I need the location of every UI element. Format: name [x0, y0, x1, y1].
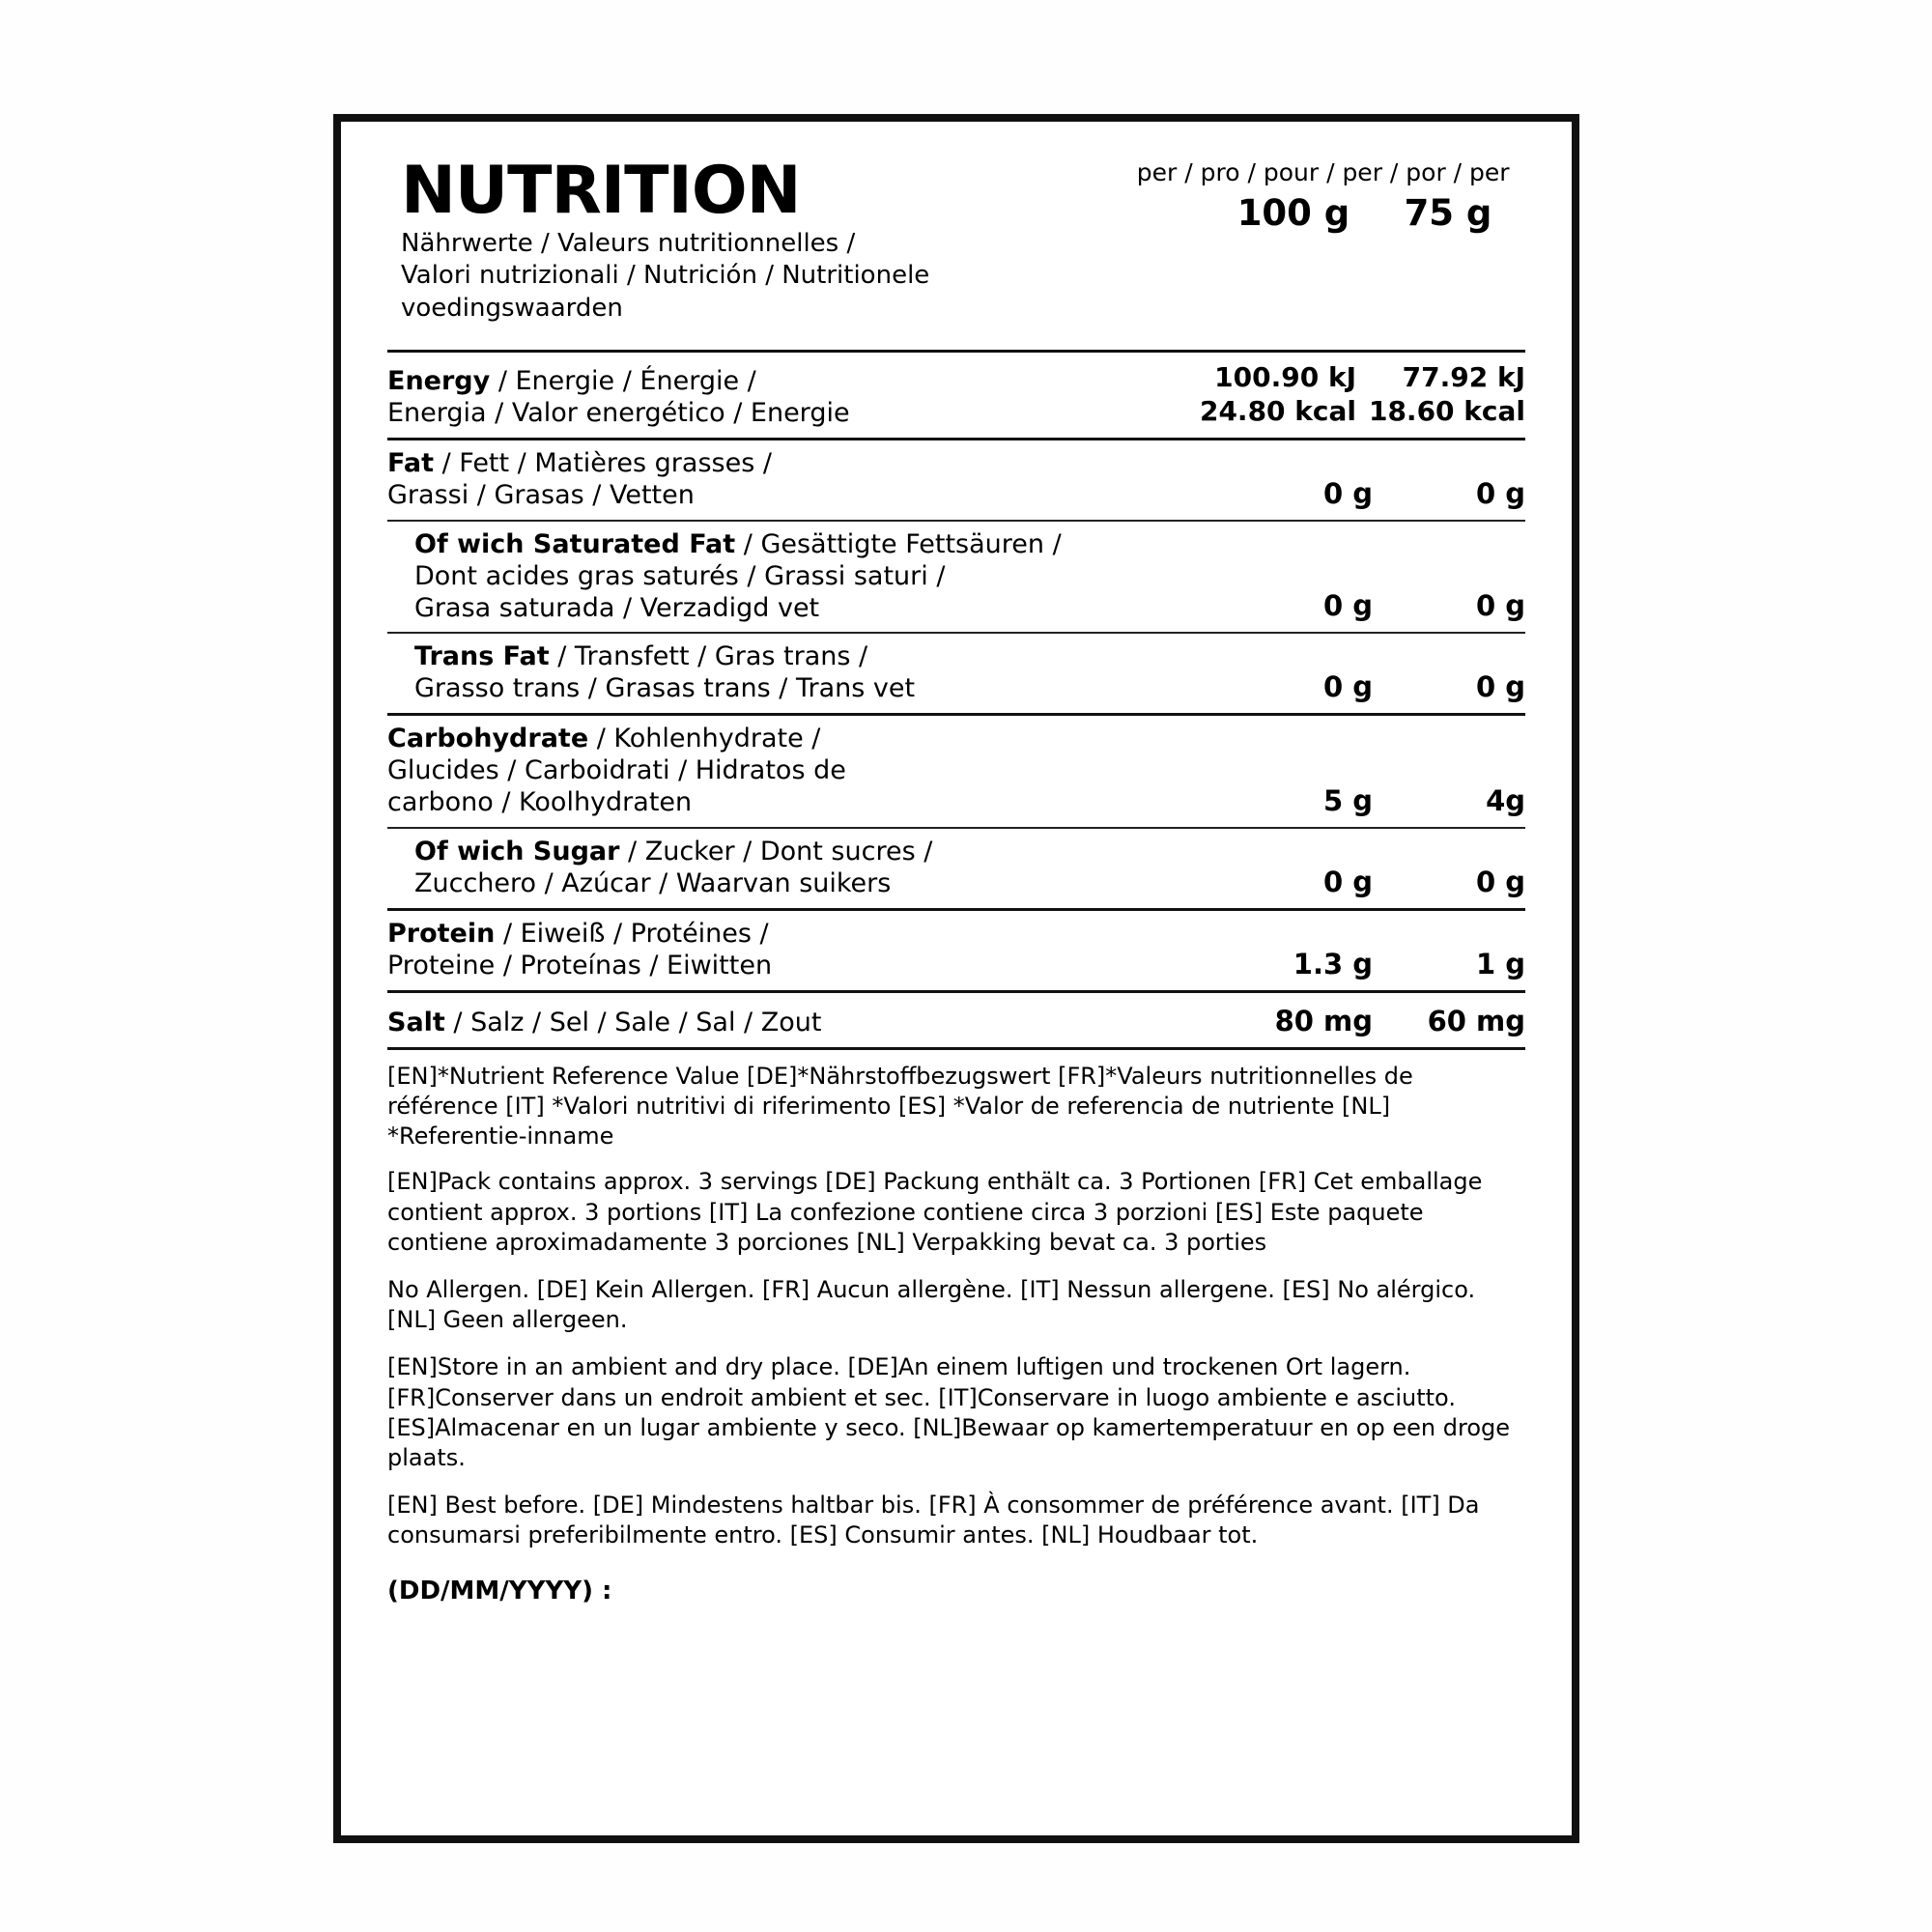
row-label-saturated-fat	[387, 529, 1220, 625]
row-value-fat-75g: 0 g	[1475, 476, 1525, 510]
page-title: NUTRITION	[401, 153, 801, 229]
row-label-sugar-line2: Zucchero / Azúcar / Waarvan suikers	[414, 868, 892, 899]
row-value-carbohydrate-100g: 5 g	[1322, 784, 1373, 818]
row-label-energy-bold: Energy	[387, 365, 491, 396]
table-row	[387, 827, 1525, 908]
row-label-saturated-fat-line2: Dont acides gras saturés / Grassi saturi /	[414, 560, 946, 591]
note-nutrient-reference-value: [EN]*Nutrient Reference Value [DE]*Nährstoffbezugswert [FR]*Valeurs nutritionnelles de référence [IT] *Valori nutritivi di riferimento [ES] *Valor de referencia de nutriente [NL] *Referentie-inname	[387, 1062, 1413, 1151]
row-label-fat-bold: Fat	[387, 447, 434, 478]
per-values	[1121, 192, 1525, 234]
column-header-100g: 100 g	[1236, 192, 1350, 234]
energy-100g-kj: 100.90 kJ	[1214, 360, 1356, 393]
row-value-sugar-75g: 0 g	[1475, 866, 1525, 899]
row-label-sugar	[387, 837, 1220, 900]
table-row	[387, 908, 1525, 990]
row-label-carbohydrate	[387, 724, 1220, 819]
row-value-energy-75g	[1356, 360, 1525, 430]
row-label-salt-rest: / Salz / Sel / Sale / Sal / Zout	[444, 1007, 822, 1037]
note-servings: [EN]Pack contains approx. 3 servings [DE] Packung enthält ca. 3 Portionen [FR] Cet emballage contient approx. 3 portions [IT] La confezione contiene circa 3 porzioni [ES] Este paquete contiene aproximadamente 3 porciones [NL] Verpakking bevat ca. 3 porties	[387, 1168, 1483, 1256]
row-label-protein-rest: / Eiweiß / Protéines /	[495, 919, 769, 950]
column-header-75g: 75 g	[1404, 192, 1492, 234]
row-value-salt-100g: 80 mg	[1274, 1004, 1373, 1037]
table-row	[387, 350, 1525, 438]
table-row	[387, 438, 1525, 520]
per-column-headers	[1121, 151, 1525, 234]
energy-75g-kcal: 18.60 kcal	[1368, 394, 1525, 427]
nutrition-table	[387, 350, 1525, 1050]
note-storage: [EN]Store in an ambient and dry place. [DE]An einem luftigen und trockenen Ort lagern. [FR]Conserver dans un endroit ambient et sec. [IT]Conservare in luogo ambiente e asciutto. [ES]Almacenar en un lugar ambiente y seco. [NL]Bewaar op kamertemperatuur en op een droge plaats.	[387, 1353, 1511, 1471]
row-label-trans-fat-bold: Trans Fat	[414, 641, 550, 672]
label-header	[387, 151, 1525, 325]
row-label-protein-bold: Protein	[387, 919, 496, 950]
table-row	[387, 632, 1525, 713]
row-label-sugar-bold: Of wich Sugar	[414, 837, 620, 867]
title-block	[387, 151, 1121, 325]
row-label-energy-rest: / Energie / Énergie /	[490, 365, 756, 396]
row-value-fat-100g: 0 g	[1322, 476, 1373, 510]
row-value-saturated-fat-75g: 0 g	[1475, 589, 1525, 623]
subtitle-line-2: Valori nutrizionali / Nutrición / Nutritionele voedingswaarden	[401, 261, 930, 323]
row-label-carbohydrate-line2: Glucides / Carboidrati / Hidratos de	[387, 755, 846, 786]
row-label-fat	[387, 448, 1220, 512]
note-best-before: [EN] Best before. [DE] Mindestens haltbar bis. [FR] À consommer de préférence avant. [IT] Da consumarsi preferibilmente entro. [ES] Consumir antes. [NL] Houdbaar tot.	[387, 1492, 1480, 1549]
date-format-field: (DD/MM/YYYY) :	[387, 1576, 612, 1605]
row-label-saturated-fat-line3: Grasa saturada / Verzadigd vet	[414, 592, 820, 623]
row-label-salt-bold: Salt	[387, 1007, 445, 1037]
table-row	[387, 520, 1525, 633]
row-label-saturated-fat-bold: Of wich Saturated Fat	[414, 528, 736, 559]
nutrition-panel	[333, 114, 1579, 1843]
row-label-fat-rest: / Fett / Matières grasses /	[434, 447, 772, 478]
row-value-trans-fat-100g: 0 g	[1322, 670, 1373, 704]
row-label-trans-fat-line2: Grasso trans / Grasas trans / Trans vet	[414, 673, 916, 704]
row-value-sugar-100g: 0 g	[1322, 866, 1373, 899]
per-label: per / pro / pour / per / por / per	[1136, 158, 1510, 186]
row-value-trans-fat-75g: 0 g	[1475, 670, 1525, 704]
row-label-salt	[387, 1008, 1220, 1039]
row-label-fat-line2: Grassi / Grasas / Vetten	[387, 479, 695, 510]
energy-75g-kj: 77.92 kJ	[1402, 360, 1525, 393]
row-label-sugar-rest: / Zucker / Dont sucres /	[619, 837, 933, 867]
row-label-trans-fat-rest: / Transfett / Gras trans /	[549, 641, 868, 672]
row-value-protein-75g: 1 g	[1475, 947, 1525, 980]
row-value-carbohydrate-75g: 4g	[1486, 784, 1525, 818]
row-label-energy-line2: Energia / Valor energético / Energie	[387, 397, 850, 428]
table-row	[387, 713, 1525, 827]
subtitle-line-1: Nährwerte / Valeurs nutritionnelles /	[401, 229, 856, 258]
energy-100g-kcal: 24.80 kcal	[1199, 394, 1356, 427]
row-label-protein	[387, 919, 1220, 982]
table-row	[387, 990, 1525, 1050]
row-label-protein-line2: Proteine / Proteínas / Eiwitten	[387, 950, 773, 980]
note-allergen: No Allergen. [DE] Kein Allergen. [FR] Aucun allergène. [IT] Nessun allergene. [ES] No alérgico. [NL] Geen allergeen.	[387, 1276, 1476, 1334]
row-label-energy	[387, 366, 1187, 430]
row-label-carbohydrate-rest: / Kohlenhydrate /	[588, 724, 821, 754]
row-value-energy-100g	[1187, 360, 1356, 430]
row-label-trans-fat	[387, 641, 1220, 705]
notes-section	[387, 1062, 1525, 1605]
row-label-carbohydrate-bold: Carbohydrate	[387, 724, 589, 754]
row-label-saturated-fat-rest: / Gesättigte Fettsäuren /	[735, 528, 1062, 559]
row-value-protein-100g: 1.3 g	[1293, 947, 1373, 980]
row-value-salt-75g: 60 mg	[1427, 1004, 1525, 1037]
row-label-carbohydrate-line3: carbono / Koolhydraten	[387, 787, 693, 818]
row-value-saturated-fat-100g: 0 g	[1322, 589, 1373, 623]
